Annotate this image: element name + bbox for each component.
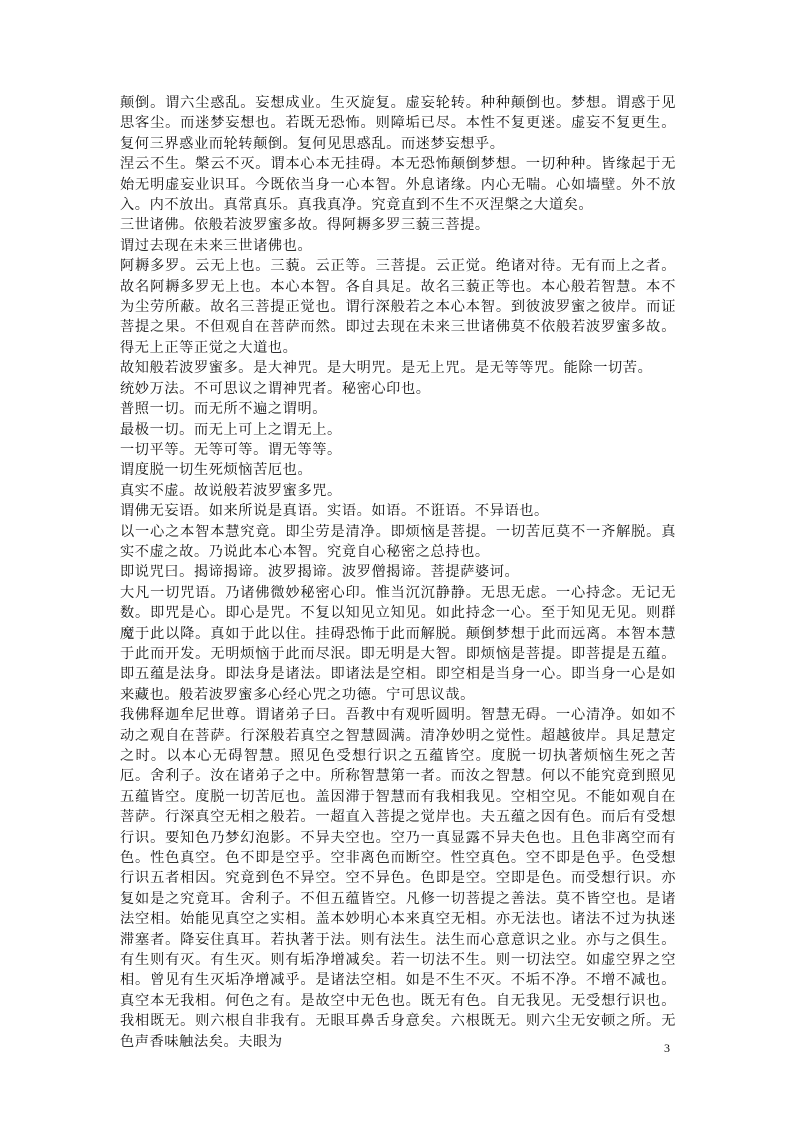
page-number: 3: [664, 1041, 670, 1055]
paragraph: 我佛释迦牟尼世尊。谓诸弟子曰。吾教中有观听圆明。智慧无碍。一心清净。如如不动之观自在菩萨。行深般若真空之智慧圆满。清净妙明之觉性。超越彼岸。具足慧定之时。以本心无碍智慧。照见色受想行识之五蕴皆空。度脱一切执著烦恼生死之苦厄。舍利子。汝在诸弟子之中。所称智慧第一者。而汝之智慧。何以不能究竟到照见五蕴皆空。度脱一切苦厄也。盖因滞于智慧而有我相我见。空相空见。不能如观自在菩萨。行深真空无相之般若。一超直入菩提之觉岸也。夫五蕴之因有色。而后有受想行识。要知色乃梦幻泡影。不异夫空也。空乃一真显露不异夫色也。且色非离空而有色。性色真空。色不即是空乎。空非离色而断空。性空真色。空不即是色乎。色受想行识五者相因。究竟到色不异空。空不异色。色即是空。空即是色。而受想行识。亦复如是之究竟耳。舍利子。不但五蕴皆空。凡修一切菩提之善法。莫不皆空也。是诸法空相。始能见真空之实相。盖本妙明心本来真空无相。亦无法也。诸法不过为执迷滞塞者。降妄住真耳。若执著于法。则有法生。法生而心意意识之业。亦与之俱生。有生则有灭。有生灭。则有垢净增减矣。若一切法不生。则一切法空。如虚空界之空相。曾见有生灭垢净增减乎。是诸法空相。如是不生不灭。不垢不净。不增不减也。真空本无我相。何色之有。是故空中无色也。既无有色。自无我见。无受想行识也。我相既无。则六根自非我有。无眼耳鼻舌身意矣。六根既无。则六尘无安顿之所。无色声香味触法矣。夫眼为: [120, 707, 676, 1050]
paragraph: 大凡一切咒语。乃诸佛微妙秘密心印。惟当沉沉静静。无思无虑。一心持念。无记无数。即咒是心。即心是咒。不复以知见立知见。如此持念一心。至于知见无见。则群魔于此以降。真如于此以住。挂碍恐怖于此而解脱。颠倒梦想于此而远离。本智本慧于此而开发。无明烦恼于此而尽泯。即无明是大智。即烦恼是菩提。即菩提是五蕴。即五蕴是法身。即法身是诸法。即诸法是空相。即空相是当身一心。即当身一心是如来藏也。般若波罗蜜多心经心咒之功德。宁可思议哉。: [120, 584, 676, 703]
paragraph: 涅云不生。槃云不灭。谓本心本无挂碍。本无恐怖颠倒梦想。一切种种。皆缘起于无始无明虚妄业识耳。今既依当身一心本智。外息诸缘。内心无喘。心如墙壁。外不放入。内不放出。真常真乐。真我真净。究竟直到不生不灭涅槃之大道矣。: [120, 156, 676, 214]
paragraph: 最极一切。而无上可上之谓无上。: [120, 421, 342, 438]
paragraph: 即说咒曰。揭谛揭谛。波罗揭谛。波罗僧揭谛。菩提萨婆诃。: [120, 564, 520, 581]
paragraph: 三世诸佛。依般若波罗蜜多故。得阿耨多罗三藐三菩提。: [120, 217, 490, 234]
paragraph: 真实不虚。故说般若波罗蜜多咒。: [120, 482, 342, 499]
paragraph: 统妙万法。不可思议之谓神咒者。秘密心印也。: [120, 380, 431, 397]
paragraph: 以一心之本智本慧究竟。即尘劳是清净。即烦恼是菩提。一切苦厄莫不一齐解脱。真实不虚之故。乃说此本心本智。究竟自心秘密之总持也。: [120, 523, 676, 560]
paragraph: 故知般若波罗蜜多。是大神咒。是大明咒。是无上咒。是无等等咒。能除一切苦。: [120, 360, 653, 377]
body-text: [120, 93, 676, 1052]
paragraph: 谓度脱一切生死烦恼苦厄也。: [120, 462, 313, 479]
paragraph: 阿耨多罗。云无上也。三藐。云正等。三菩提。云正觉。绝诸对待。无有而上之者。故名阿耨多罗无上也。本心本智。各自具足。故名三藐正等也。本心般若智慧。本不为尘劳所蔽。故名三菩提正觉也。谓行深般若之本心本智。到彼波罗蜜之彼岸。而证菩提之果。不但观自在菩萨而然。即过去现在未来三世诸佛莫不依般若波罗蜜多故。得无上正等正觉之大道也。: [120, 258, 676, 356]
paragraph: 颠倒。谓六尘惑乱。妄想成业。生灭旋复。虚妄轮转。种种颠倒也。梦想。谓惑于见思客尘。而迷梦妄想也。若既无恐怖。则障垢已尽。本性不复更迷。虚妄不复更生。复何三界惑业而轮转颠倒。复何见思惑乱。而迷梦妄想乎。: [120, 95, 676, 152]
paragraph: 普照一切。而无所不遍之谓明。: [120, 401, 328, 418]
paragraph: 谓过去现在未来三世诸佛也。: [120, 237, 313, 254]
paragraph: 一切平等。无等可等。谓无等等。: [120, 441, 342, 458]
paragraph: 谓佛无妄语。如来所说是真语。实语。如语。不诳语。不异语也。: [120, 503, 549, 520]
